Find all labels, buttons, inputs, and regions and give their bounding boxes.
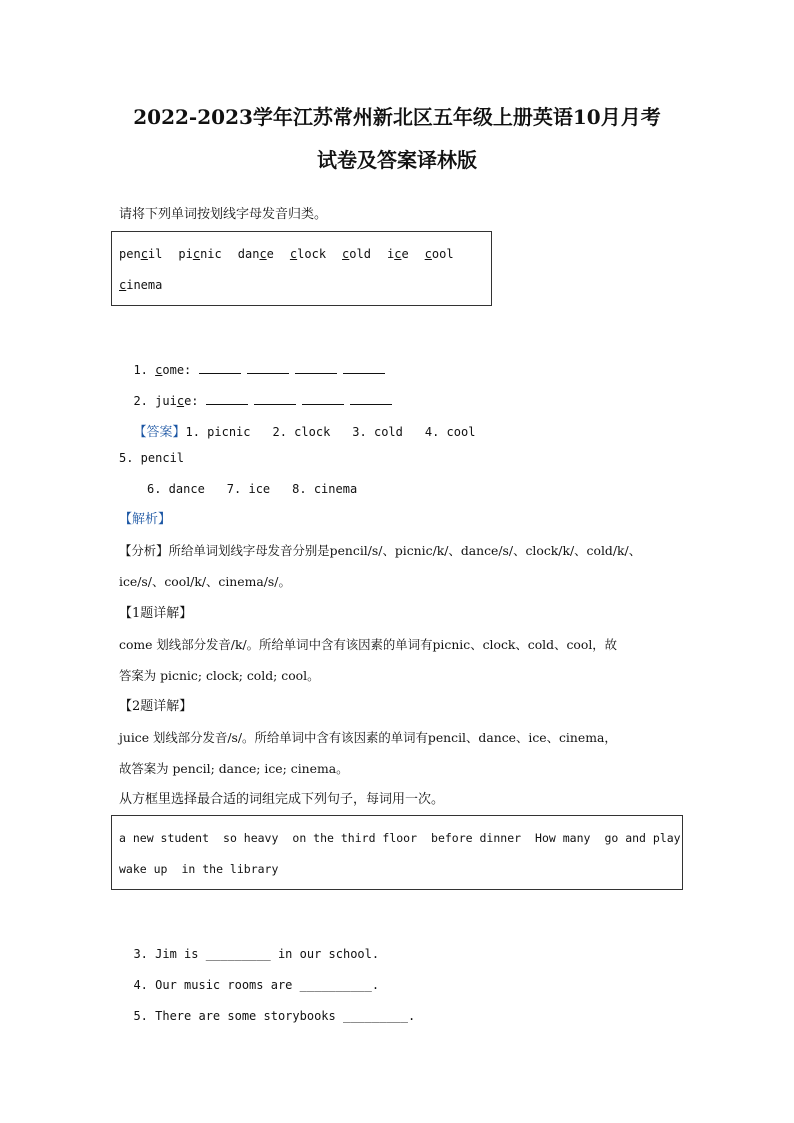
word-box-row-1: [119, 246, 470, 262]
phrase-box: [111, 815, 683, 890]
answer-item: 2. clock: [272, 425, 331, 439]
question-1: 1. come:: [119, 346, 391, 378]
word-item: ice: [386, 247, 409, 261]
answers-row-1: [185, 425, 497, 439]
word-item: cool: [424, 247, 454, 261]
answer-item: 3. cold: [352, 425, 403, 439]
phrase-option: so heavy: [223, 831, 279, 845]
word-item: cinema: [119, 278, 163, 292]
answer-blank[interactable]: [247, 363, 289, 374]
word-item: pencil: [119, 247, 163, 261]
detail-2-line-2: 故答案为 pencil; dance; ice; cinema。: [119, 761, 349, 776]
answer-blank[interactable]: [254, 394, 296, 405]
analysis-label: 【解析】: [119, 512, 172, 527]
question-4: 4. Our music rooms are __________.: [133, 978, 380, 992]
word-item: picnic: [178, 247, 222, 261]
section2-instruction: 从方框里选择最合适的词组完成下列句子，每词用一次。: [119, 792, 445, 807]
answer-item: 6. dance: [147, 482, 205, 496]
detail-2-label: 【2题详解】: [119, 699, 193, 714]
answer-line-1: [119, 408, 497, 441]
word-box: [111, 231, 492, 306]
answer-blank[interactable]: _________: [342, 1009, 408, 1023]
answers-row-3: [147, 481, 379, 497]
answer-label: 【答案】: [133, 425, 186, 440]
answer-blank[interactable]: [199, 363, 241, 374]
detail-1-line-2: 答案为 picnic; clock; cold; cool。: [119, 668, 320, 683]
word-box-row-2: [119, 277, 178, 293]
question-2-number: 2.: [133, 394, 156, 408]
answer-blank[interactable]: [350, 394, 392, 405]
detail-2-line-1: juice 划线部分发音/s/。所给单词中含有该因素的单词有pencil、dance、ice、cinema，: [119, 730, 617, 745]
answer-blank[interactable]: [206, 394, 248, 405]
phrase-option: How many: [535, 831, 591, 845]
word-item: cold: [342, 247, 371, 261]
document-title-line-2: 试卷及答案译林版: [317, 148, 477, 172]
answer-item: 4. cool: [424, 425, 476, 439]
detail-1-line-1: come 划线部分发音/k/。所给单词中含有该因素的单词有picnic、clock、cold、cool，故: [119, 637, 618, 652]
answer-5: 5. pencil: [119, 451, 185, 465]
phrase-box-row-2: [119, 861, 292, 877]
phrase-option: on the third floor: [292, 831, 418, 845]
phrase-option: wake up: [119, 862, 168, 876]
question-3: 3. Jim is _________ in our school.: [133, 947, 380, 961]
phrase-option: a new student: [119, 831, 210, 845]
phrase-option: go and play: [604, 831, 681, 845]
question-2: 2. juice:: [119, 377, 398, 409]
answer-blank[interactable]: __________: [299, 978, 372, 992]
section1-instruction: 请将下列单词按划线字母发音归类。: [119, 207, 328, 222]
phrase-option: in the library: [181, 862, 279, 876]
word-item: clock: [289, 247, 327, 261]
word-item: dance: [237, 247, 274, 261]
question-1-number: 1.: [133, 363, 156, 377]
phrase-box-row-1: [119, 830, 695, 846]
answer-item: 7. ice: [226, 482, 271, 496]
detail-1-label: 【1题详解】: [119, 606, 193, 621]
answer-item: 8. cinema: [292, 482, 358, 496]
analysis-line-2: ice/s/、cool/k/、cinema/s/。: [119, 574, 291, 589]
answer-blank[interactable]: [302, 394, 344, 405]
document-title-line-1: 2022-2023学年江苏常州新北区五年级上册英语10月月考: [133, 105, 661, 129]
answer-blank[interactable]: [295, 363, 337, 374]
answer-item: 1. picnic: [185, 425, 251, 439]
question-5: 5. There are some storybooks _________.: [133, 1009, 416, 1023]
answer-blank[interactable]: [343, 363, 385, 374]
phrase-option: before dinner: [431, 831, 522, 845]
answer-blank[interactable]: _________: [205, 947, 271, 961]
analysis-line-1: 【分析】所给单词划线字母发音分别是pencil/s/、picnic/k/、dance/s/、clock/k/、cold/k/、: [119, 543, 642, 558]
